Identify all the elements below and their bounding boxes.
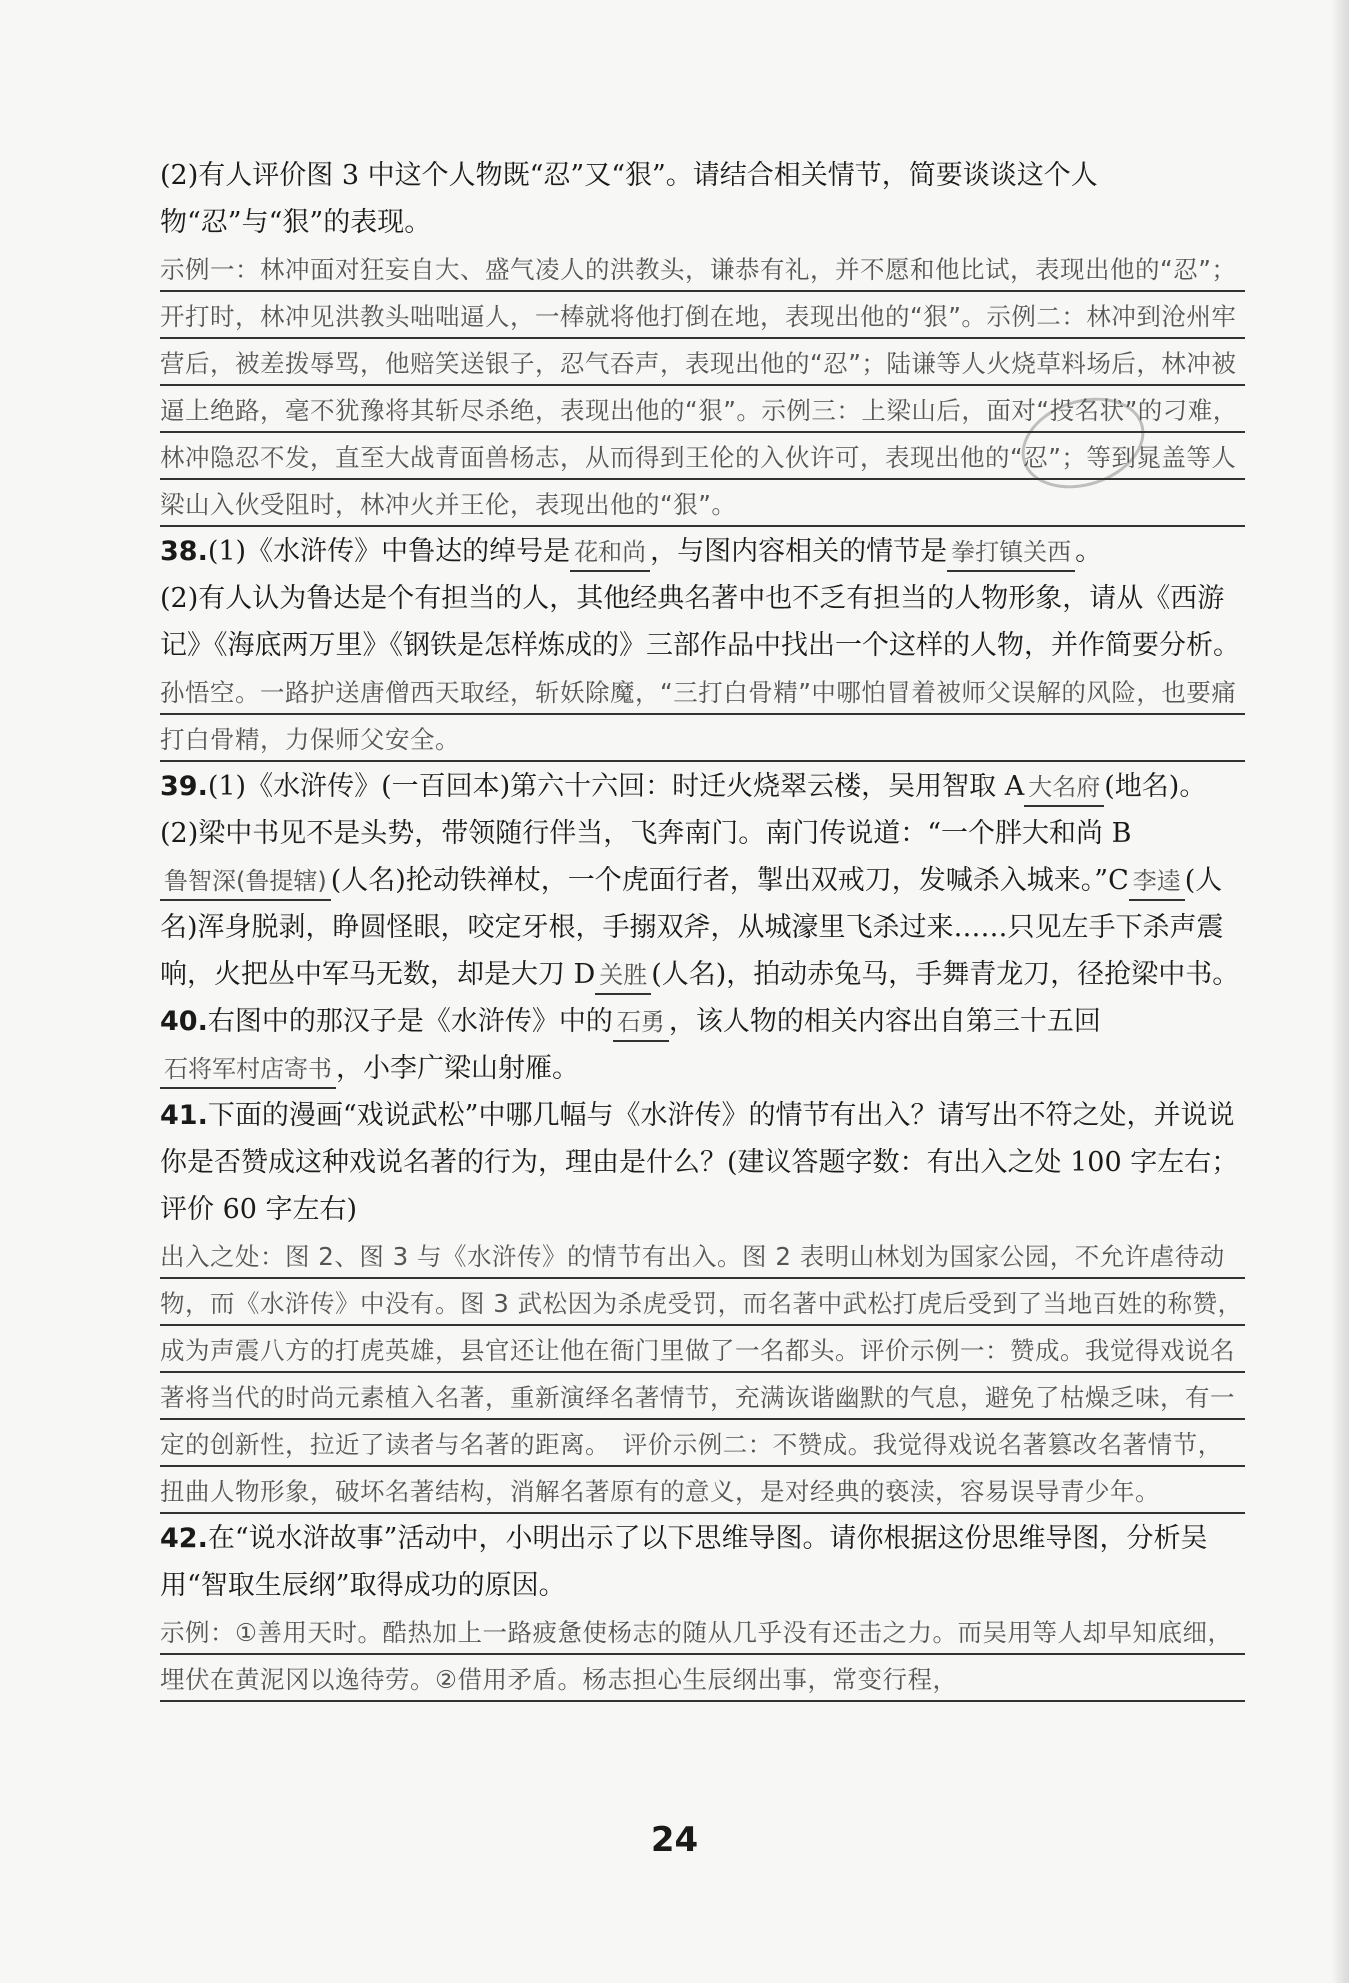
q37-part2-answer: 示例一：林冲面对狂妄自大、盛气凌人的洪教头，谦恭有礼，并不愿和他比试，表现出他的“忍”；开打时，林冲见洪教头咄咄逼人，一棒就将他打倒在地，表现出他的“狠”。示例二：林冲到沧州牢营后，被差拨辱骂，他赔笑送银子，忍气吞声，表现出他的“忍”；陆谦等人火烧草料场后，林冲被逼上绝路，毫不犹豫将其斩尽杀绝，表现出他的“狠”。示例三：上梁山后，面对“投名状”的刁难，林冲隐忍不发，直至大战青面兽杨志，从而得到王伦的入伙许可，表现出他的“忍”；等到晁盖等人梁山入伙受阻时，林冲火并王伦，表现出他的“狠”。 (160, 246, 1245, 528)
q39-part1 (160, 763, 1245, 810)
q41-answer: 出入之处：图 2、图 3 与《水浒传》的情节有出入。图 2 表明山林划为国家公园，不允许虐待动物，而《水浒传》中没有。图 3 武松因为杀虎受罚，而名著中武松打虎后受到了当地百姓的称赞，成为声震八方的打虎英雄，县官还让他在衙门里做了一名都头。评价示例一：赞成。我觉得戏说名著将当代的时尚元素植入名著，重新演绎名著情节，充满诙谐幽默的气息，避免了枯燥乏味，有一定的创新性，拉近了读者与名著的距离。 评价示例二：不赞成。我觉得戏说名著篡改名著情节，扭曲人物形象，破坏名著结构，消解名著原有的意义，是对经典的亵渎，容易误导青少年。 (160, 1233, 1245, 1515)
q42-text: 在“说水浒故事”活动中，小明出示了以下思维导图。请你根据这份思维导图，分析吴用“智取生辰纲”取得成功的原因。 (160, 1523, 1208, 1601)
question-number: 40. (160, 1006, 208, 1037)
q38-text: ，与图内容相关的情节是 (650, 536, 948, 567)
q39-text: (人名)抡动铁禅杖，一个虎面行者，掣出双戒刀，发喊杀入城来。”C (330, 865, 1129, 896)
q41 (160, 1092, 1245, 1233)
q38-blank-episode: 拳打镇关西 (947, 534, 1075, 572)
q39-text: (地名)。 (1104, 771, 1207, 802)
q39-blank-a: 大名府 (1024, 769, 1104, 807)
q38-part1 (160, 528, 1245, 575)
question-number: 41. (160, 1100, 208, 1131)
question-number: 42. (160, 1523, 208, 1554)
q39-text: (人名)浑身脱剥，睁圆怪眼，咬定牙根，手搦双斧，从城濠里飞杀过来……只见左手下杀声震响，火把丛中军马无数，却是大刀 D (160, 865, 1224, 990)
q39-text: (1)《水浒传》(一百回本)第六十六回：时迁火烧翠云楼，吴用智取 A (207, 771, 1025, 802)
q40-blank-chapter: 石将军村店寄书 (160, 1051, 336, 1089)
q40-text: 右图中的那汉子是《水浒传》中的 (207, 1006, 613, 1037)
q37-part2-prompt: (2)有人评价图 3 中这个人物既“忍”又“狠”。请结合相关情节，简要谈谈这个人物“忍”与“狠”的表现。 (160, 160, 1098, 238)
q40-blank-person: 石勇 (613, 1004, 669, 1042)
q42-answer: 示例：①善用天时。酷热加上一路疲惫使杨志的随从几乎没有还击之力。而吴用等人却早知底细，埋伏在黄泥冈以逸待劳。②借用矛盾。杨志担心生辰纲出事，常变行程， (160, 1609, 1245, 1703)
content (160, 152, 1245, 1703)
q38-answer: 孙悟空。一路护送唐僧西天取经，斩妖除魔，“三打白骨精”中哪怕冒着被师父误解的风险，也要痛打白骨精，力保师父安全。 (160, 669, 1245, 763)
q40-text: ，小李广梁山射雁。 (336, 1053, 579, 1084)
q39-part2 (160, 810, 1245, 998)
scan-edge-shadow (1331, 0, 1349, 1983)
q38-blank-nickname: 花和尚 (570, 534, 650, 572)
q38-part2: (2)有人认为鲁达是个有担当的人，其他经典名著中也不乏有担当的人物形象，请从《西游记》《海底两万里》《钢铁是怎样炼成的》三部作品中找出一个这样的人物，并作简要分析。 (160, 583, 1240, 661)
q38-text: (1)《水浒传》中鲁达的绰号是 (207, 536, 571, 567)
q39-blank-d: 关胜 (595, 957, 651, 995)
q40-text: ，该人物的相关内容出自第三十五回 (668, 1006, 1101, 1037)
q39-blank-c: 李逵 (1129, 863, 1185, 901)
question-number: 39. (160, 771, 208, 802)
page-number: 24 (650, 1820, 699, 1860)
question-number: 38. (160, 536, 208, 567)
q39-text: (人名)，拍动赤兔马，手舞青龙刀，径抢梁中书。 (651, 959, 1240, 990)
q38-text: 。 (1075, 536, 1103, 567)
q39-text: (2)梁中书见不是头势，带领随行伴当，飞奔南门。南门传说道：“一个胖大和尚 B (160, 818, 1132, 849)
q42 (160, 1515, 1245, 1609)
q41-text: 下面的漫画“戏说武松”中哪几幅与《水浒传》的情节有出入？请写出不符之处，并说说你是否赞成这种戏说名著的行为，理由是什么？(建议答题字数：有出入之处 100 字左右；评价 60 字左右) (160, 1100, 1239, 1225)
q39-blank-b: 鲁智深(鲁提辖) (160, 863, 331, 901)
q40 (160, 998, 1245, 1092)
